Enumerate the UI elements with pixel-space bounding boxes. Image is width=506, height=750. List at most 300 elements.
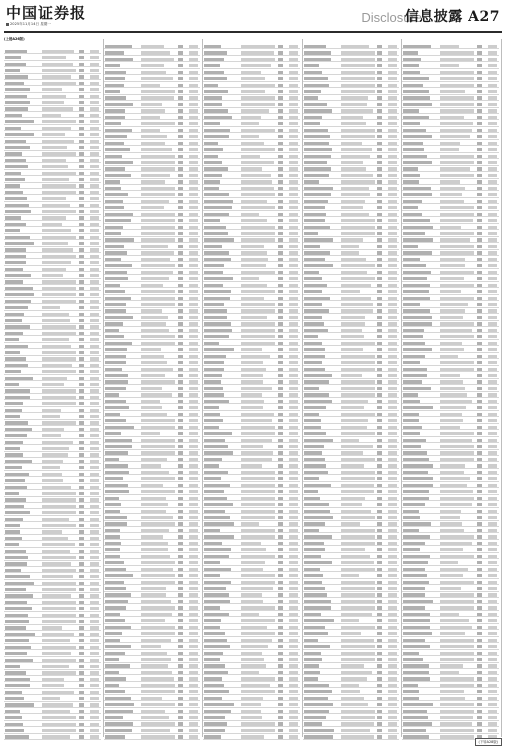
table-cell	[377, 129, 382, 132]
table-cell	[341, 329, 363, 332]
table-cell	[241, 51, 274, 54]
table-cell	[105, 297, 131, 300]
table-row	[203, 249, 300, 250]
table-cell	[278, 587, 283, 590]
table-row	[203, 87, 300, 88]
table-cell	[42, 114, 61, 117]
table-cell	[178, 652, 183, 655]
table-cell	[5, 165, 28, 168]
table-cell	[341, 484, 375, 487]
table-cell	[5, 550, 26, 553]
table-row	[303, 629, 400, 630]
table-row	[104, 203, 201, 204]
table-cell	[79, 402, 84, 405]
table-row	[402, 397, 499, 398]
table-cell	[178, 77, 183, 80]
table-cell	[42, 530, 62, 533]
table-cell	[189, 335, 198, 338]
table-cell	[241, 652, 262, 655]
table-cell	[304, 690, 332, 693]
table-cell	[5, 191, 23, 194]
table-row	[4, 303, 101, 304]
table-cell	[5, 107, 28, 110]
table-cell	[477, 451, 482, 454]
table-cell	[440, 393, 467, 396]
table-cell	[79, 293, 84, 296]
table-cell	[204, 45, 221, 48]
table-cell	[341, 600, 375, 603]
table-cell	[42, 140, 74, 143]
table-cell	[178, 568, 183, 571]
table-cell	[90, 582, 99, 585]
table-cell	[241, 697, 263, 700]
table-cell	[90, 434, 99, 437]
table-cell	[341, 58, 375, 61]
table-cell	[241, 122, 259, 125]
table-cell	[42, 364, 72, 367]
table-row	[4, 528, 101, 529]
table-cell	[204, 561, 220, 564]
table-cell	[79, 236, 84, 239]
table-cell	[278, 258, 283, 261]
table-cell	[178, 626, 183, 629]
table-cell	[79, 453, 84, 456]
table-cell	[241, 135, 259, 138]
table-row	[203, 397, 300, 398]
table-cell	[189, 600, 198, 603]
table-row	[303, 229, 400, 230]
table-cell	[241, 348, 262, 351]
table-cell	[189, 303, 198, 306]
table-cell	[304, 722, 322, 725]
table-cell	[440, 716, 473, 719]
table-cell	[90, 268, 99, 271]
table-cell	[189, 574, 198, 577]
table-cell	[42, 659, 76, 662]
table-cell	[141, 174, 170, 177]
table-cell	[204, 109, 228, 112]
table-row	[203, 242, 300, 243]
table-cell	[141, 419, 175, 422]
table-cell	[488, 342, 497, 345]
table-cell	[304, 187, 333, 190]
table-row	[104, 274, 201, 275]
table-cell	[388, 251, 397, 254]
table-cell	[141, 303, 175, 306]
table-cell	[42, 152, 76, 155]
table-cell	[189, 271, 198, 274]
table-cell	[241, 90, 265, 93]
table-cell	[42, 120, 76, 123]
table-cell	[278, 684, 283, 687]
table-row	[203, 526, 300, 527]
table-cell	[289, 710, 298, 713]
table-cell	[141, 387, 161, 390]
table-cell	[377, 213, 382, 216]
table-row	[104, 119, 201, 120]
table-row	[4, 560, 101, 561]
table-cell	[204, 103, 222, 106]
table-cell	[105, 309, 126, 312]
table-cell	[79, 389, 84, 392]
table-cell	[42, 268, 66, 271]
table-cell	[304, 626, 325, 629]
table-row	[203, 552, 300, 553]
table-cell	[477, 180, 482, 183]
table-cell	[388, 419, 397, 422]
table-cell	[189, 419, 198, 422]
table-row	[402, 249, 499, 250]
table-cell	[440, 555, 474, 558]
table-cell	[304, 322, 324, 325]
table-cell	[477, 419, 482, 422]
table-cell	[79, 370, 84, 373]
table-cell	[141, 180, 164, 183]
table-cell	[304, 516, 333, 519]
table-cell	[189, 735, 198, 738]
table-cell	[204, 710, 231, 713]
table-cell	[289, 342, 298, 345]
table-row	[303, 436, 400, 437]
table-cell	[42, 652, 72, 655]
table-cell	[189, 652, 198, 655]
table-row	[104, 584, 201, 585]
table-cell	[241, 387, 272, 390]
table-cell	[403, 116, 429, 119]
table-cell	[278, 187, 283, 190]
table-row	[203, 591, 300, 592]
table-cell	[189, 626, 198, 629]
table-cell	[403, 710, 427, 713]
table-cell	[403, 632, 431, 635]
table-row	[303, 249, 400, 250]
table-row	[203, 720, 300, 721]
table-cell	[141, 439, 175, 442]
table-row	[303, 681, 400, 682]
table-cell	[141, 142, 165, 145]
table-cell	[477, 84, 482, 87]
table-row	[4, 169, 101, 170]
table-cell	[403, 626, 430, 629]
table-cell	[488, 593, 497, 596]
table-cell	[79, 492, 84, 495]
table-cell	[79, 313, 84, 316]
table-cell	[90, 659, 99, 662]
table-cell	[105, 122, 121, 125]
table-cell	[241, 71, 261, 74]
table-cell	[189, 174, 198, 177]
table-cell	[79, 69, 84, 72]
table-cell	[289, 148, 298, 151]
table-cell	[79, 216, 84, 219]
table-cell	[178, 155, 183, 158]
table-cell	[90, 479, 99, 482]
table-row	[303, 429, 400, 430]
table-row	[104, 487, 201, 488]
table-cell	[488, 277, 497, 280]
table-row	[303, 274, 400, 275]
table-row	[203, 294, 300, 295]
table-cell	[388, 316, 397, 319]
table-row	[4, 425, 101, 426]
table-cell	[189, 561, 198, 564]
table-cell	[440, 451, 474, 454]
table-cell	[178, 697, 183, 700]
table-cell	[241, 284, 267, 287]
table-row	[402, 48, 499, 49]
table-cell	[189, 142, 198, 145]
table-cell	[79, 409, 84, 412]
table-cell	[90, 255, 99, 258]
table-cell	[90, 370, 99, 373]
table-cell	[341, 439, 359, 442]
table-row	[402, 655, 499, 656]
table-row	[203, 494, 300, 495]
table-row	[104, 655, 201, 656]
table-cell	[241, 593, 261, 596]
table-cell	[105, 361, 127, 364]
table-row	[303, 571, 400, 572]
table-cell	[289, 561, 298, 564]
table-row	[104, 165, 201, 166]
table-cell	[189, 200, 198, 203]
table-cell	[377, 503, 382, 506]
table-cell	[278, 535, 283, 538]
table-row	[4, 515, 101, 516]
table-cell	[304, 77, 328, 80]
table-cell	[377, 600, 382, 603]
table-cell	[189, 51, 198, 54]
table-row	[203, 332, 300, 333]
table-cell	[79, 146, 84, 149]
table-cell	[189, 593, 198, 596]
table-row	[402, 623, 499, 624]
table-cell	[278, 174, 283, 177]
table-cell	[42, 223, 62, 226]
table-cell	[377, 703, 382, 706]
table-cell	[90, 614, 99, 617]
table-row	[203, 500, 300, 501]
table-row	[402, 429, 499, 430]
table-cell	[204, 213, 229, 216]
table-row	[303, 261, 400, 262]
table-cell	[42, 556, 76, 559]
table-cell	[241, 529, 275, 532]
table-cell	[388, 290, 397, 293]
table-cell	[388, 568, 397, 571]
table-row	[303, 487, 400, 488]
table-cell	[440, 148, 458, 151]
table-cell	[388, 606, 397, 609]
table-cell	[90, 107, 99, 110]
table-cell	[289, 213, 298, 216]
table-cell	[42, 165, 69, 168]
table-cell	[5, 370, 21, 373]
table-cell	[440, 729, 474, 732]
table-row	[4, 355, 101, 356]
table-row	[303, 197, 400, 198]
table-cell	[377, 155, 382, 158]
table-cell	[189, 355, 198, 358]
table-cell	[42, 473, 62, 476]
table-cell	[403, 258, 419, 261]
table-cell	[304, 645, 330, 648]
table-cell	[278, 542, 283, 545]
table-row	[4, 662, 101, 663]
table-cell	[5, 152, 22, 155]
table-row	[104, 210, 201, 211]
table-cell	[278, 380, 283, 383]
table-cell	[204, 413, 220, 416]
table-row	[203, 565, 300, 566]
table-cell	[241, 200, 267, 203]
table-cell	[403, 380, 421, 383]
table-cell	[105, 400, 126, 403]
table-cell	[377, 51, 382, 54]
table-cell	[403, 729, 426, 732]
table-row	[104, 139, 201, 140]
table-cell	[488, 581, 497, 584]
table-cell	[403, 658, 423, 661]
table-cell	[477, 729, 482, 732]
table-row	[402, 578, 499, 579]
table-cell	[90, 453, 99, 456]
table-cell	[289, 271, 298, 274]
table-cell	[241, 516, 275, 519]
table-cell	[90, 428, 99, 431]
table-cell	[388, 671, 397, 674]
table-cell	[178, 426, 183, 429]
table-row	[203, 320, 300, 321]
table-row	[4, 733, 101, 734]
table-cell	[105, 606, 126, 609]
table-row	[402, 539, 499, 540]
table-cell	[241, 400, 264, 403]
table-cell	[304, 555, 322, 558]
table-cell	[289, 348, 298, 351]
table-cell	[403, 232, 425, 235]
table-row	[303, 700, 400, 701]
table-cell	[42, 210, 76, 213]
table-cell	[289, 45, 298, 48]
table-cell	[105, 561, 124, 564]
table-cell	[304, 51, 331, 54]
table-cell	[488, 226, 497, 229]
table-cell	[241, 232, 275, 235]
table-cell	[141, 64, 163, 67]
table-cell	[488, 45, 497, 48]
table-cell	[178, 684, 183, 687]
table-cell	[189, 368, 198, 371]
table-cell	[42, 357, 76, 360]
table-cell	[440, 96, 474, 99]
table-cell	[5, 319, 22, 322]
table-cell	[304, 677, 318, 680]
table-cell	[403, 722, 432, 725]
table-cell	[178, 284, 183, 287]
table-cell	[90, 114, 99, 117]
table-cell	[204, 645, 230, 648]
table-cell	[477, 200, 482, 203]
table-cell	[403, 322, 432, 325]
table-cell	[105, 251, 128, 254]
table-cell	[388, 490, 397, 493]
dateline	[6, 22, 51, 27]
table-cell	[42, 479, 63, 482]
table-cell	[278, 116, 283, 119]
table-cell	[289, 264, 298, 267]
table-row	[104, 481, 201, 482]
table-cell	[388, 510, 397, 513]
table-cell	[341, 303, 373, 306]
table-cell	[403, 652, 418, 655]
table-cell	[403, 561, 428, 564]
table-row	[303, 345, 400, 346]
table-cell	[304, 96, 318, 99]
table-cell	[105, 477, 124, 480]
table-cell	[5, 620, 29, 623]
table-row	[203, 313, 300, 314]
table-cell	[141, 729, 170, 732]
table-row	[104, 287, 201, 288]
table-row	[402, 416, 499, 417]
table-cell	[477, 684, 482, 687]
table-row	[303, 61, 400, 62]
table-cell	[488, 587, 497, 590]
table-cell	[488, 167, 497, 170]
table-row	[104, 532, 201, 533]
table-cell	[341, 426, 368, 429]
table-cell	[388, 271, 397, 274]
table-row	[402, 55, 499, 56]
table-row	[104, 300, 201, 301]
table-cell	[388, 503, 397, 506]
table-cell	[189, 451, 198, 454]
table-cell	[241, 264, 265, 267]
table-cell	[79, 588, 84, 591]
table-cell	[278, 103, 283, 106]
table-cell	[488, 606, 497, 609]
table-cell	[105, 129, 133, 132]
table-cell	[178, 45, 183, 48]
table-row	[402, 210, 499, 211]
table-cell	[488, 697, 497, 700]
table-cell	[440, 387, 465, 390]
table-row	[402, 436, 499, 437]
table-cell	[388, 645, 397, 648]
table-cell	[304, 671, 320, 674]
table-cell	[105, 600, 129, 603]
table-cell	[105, 393, 119, 396]
table-cell	[178, 51, 183, 54]
table-cell	[178, 290, 183, 293]
table-cell	[403, 64, 419, 67]
table-cell	[204, 380, 220, 383]
table-cell	[90, 319, 99, 322]
table-cell	[241, 77, 265, 80]
table-cell	[488, 522, 497, 525]
table-cell	[189, 619, 198, 622]
table-cell	[204, 264, 224, 267]
table-cell	[403, 619, 429, 622]
table-cell	[388, 167, 397, 170]
table-cell	[189, 477, 198, 480]
table-cell	[241, 187, 274, 190]
table-row	[303, 578, 400, 579]
table-cell	[341, 316, 365, 319]
table-cell	[5, 69, 20, 72]
table-cell	[377, 464, 382, 467]
